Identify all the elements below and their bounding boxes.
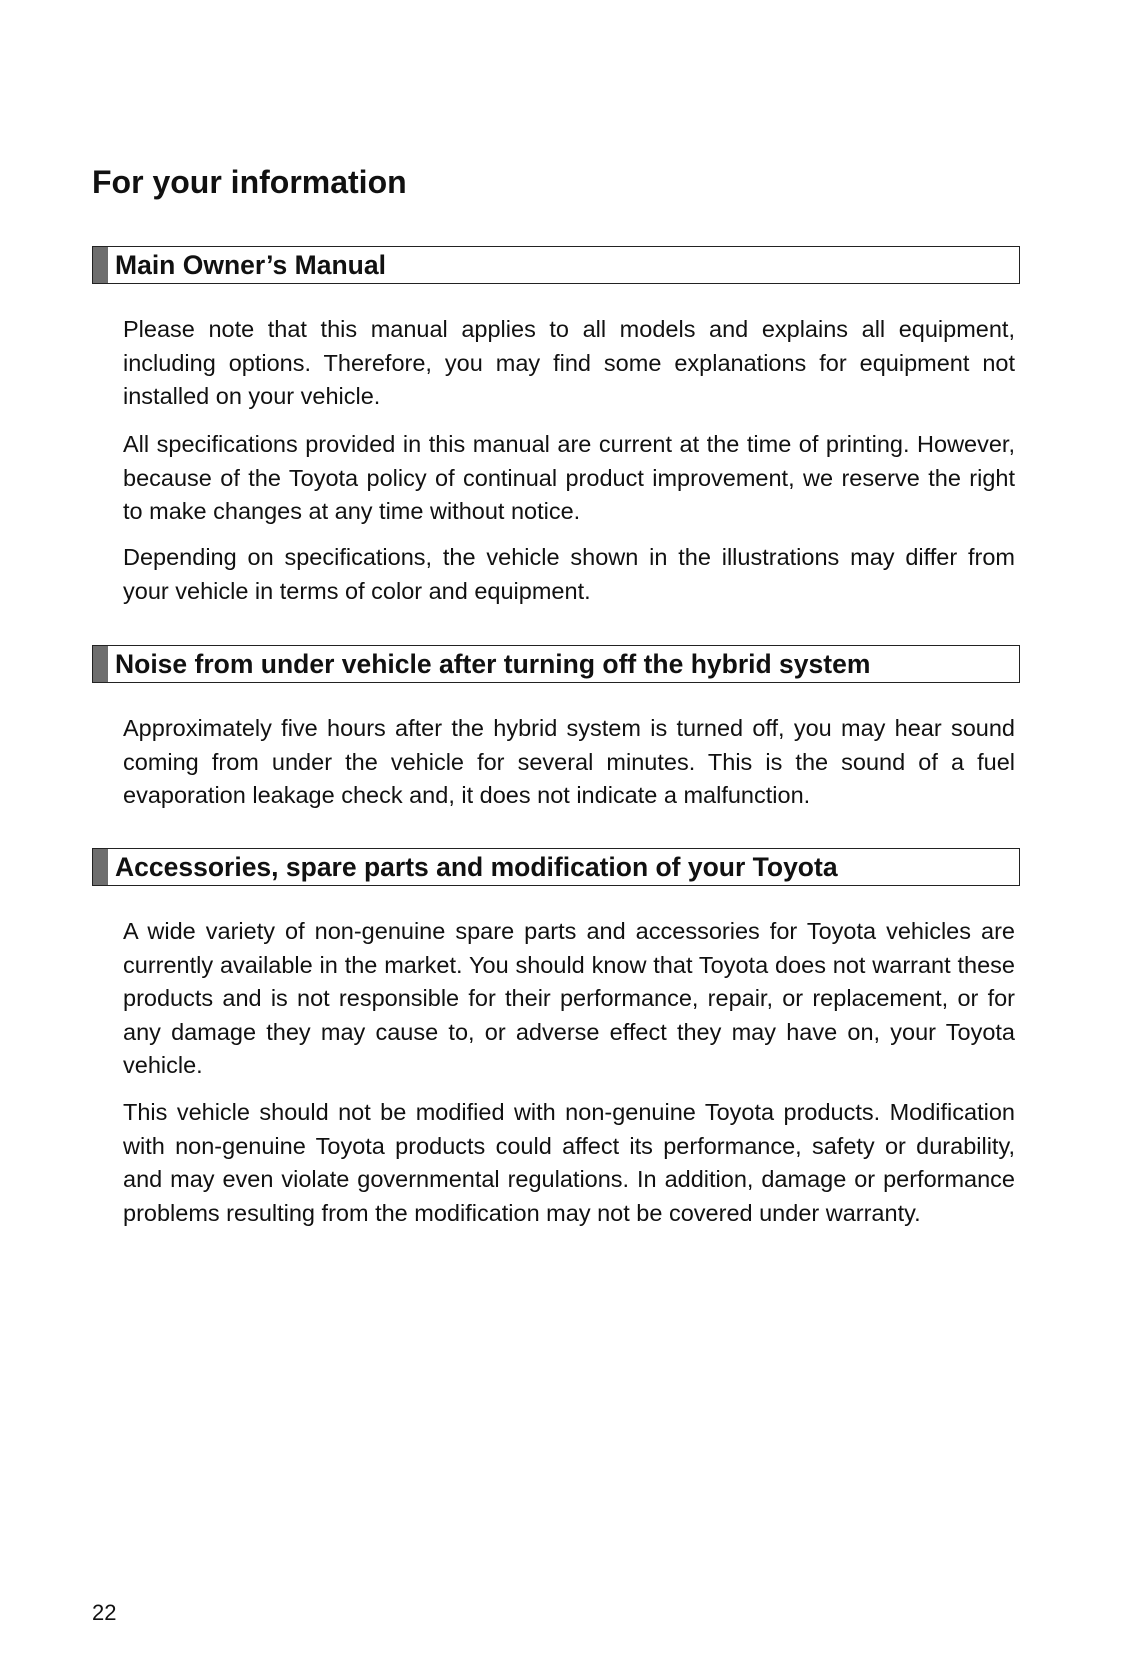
section-heading-noise [92,645,1020,683]
paragraph: Depending on specifications, the vehicle shown in the illustrations may differ from your vehicle in terms of color and equipment. [123,544,1015,604]
page-title: For your information [92,164,407,200]
paragraph: This vehicle should not be modified with non-genuine Toyota products. Modification with non-genuine Toyota products could affect its performance, safety or durability, and may even violate governmental regulations. In addition, damage or performance problems resulting from the modification may not be covered under warranty. [123,1099,1015,1226]
paragraph: Please note that this manual applies to all models and explains all equipment, including options. Therefore, you may find some explanations for equipment not installed on your vehicle. [123,316,1015,409]
paragraph: Approximately five hours after the hybrid system is turned off, you may hear sound coming from under the vehicle for several minutes. This is the sound of a fuel evaporation leakage check and, it does not indicate a malfunction. [123,715,1015,808]
paragraph: All specifications provided in this manual are current at the time of printing. However, because of the Toyota policy of continual product improvement, we reserve the right to make changes at any time without notice. [123,431,1015,524]
heading-bar-marker [93,646,108,682]
section-heading-text: Accessories, spare parts and modification of your Toyota [115,852,838,882]
section-heading-main-owners-manual [92,246,1020,284]
section-heading-accessories [92,848,1020,886]
heading-bar-marker [93,247,108,283]
paragraph: A wide variety of non-genuine spare parts and accessories for Toyota vehicles are currently available in the market. You should know that Toyota does not warrant these products and is not responsible for their performance, repair, or replacement, or for any damage they may cause to, or adverse effect they may have on, your Toyota vehicle. [123,918,1015,1078]
page-number: 22 [92,1600,117,1625]
heading-bar-marker [93,849,108,885]
section-heading-text: Main Owner’s Manual [115,250,386,280]
section-heading-text: Noise from under vehicle after turning off the hybrid system [115,649,871,679]
